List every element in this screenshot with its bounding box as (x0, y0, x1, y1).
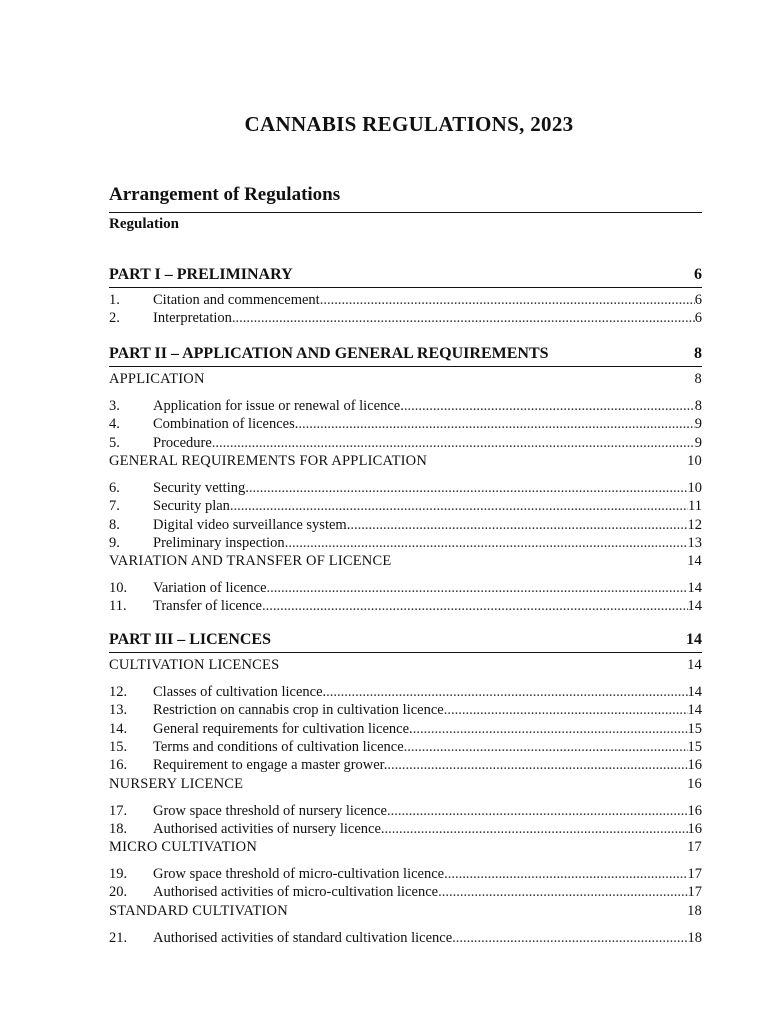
entry-number: 7. (109, 498, 120, 515)
entry-page: 15 (687, 738, 702, 755)
dot-leader (387, 756, 687, 774)
column-label: Regulation (109, 216, 180, 232)
entry-page: 13 (687, 534, 702, 551)
entry-title: Preliminary inspection (153, 534, 285, 551)
dot-leader (212, 434, 695, 452)
entry-number: 6. (109, 479, 120, 496)
toc-entry (109, 802, 702, 820)
entry-page: 18 (687, 929, 702, 946)
entry-title: Grow space threshold of micro-cultivation licence (153, 866, 445, 883)
dot-leader (444, 865, 687, 883)
toc-entry (109, 865, 702, 883)
dot-leader (387, 802, 688, 820)
toc-entry (109, 497, 702, 515)
subsection-heading (109, 775, 702, 793)
part-heading (109, 344, 702, 364)
section-heading: Arrangement of Regulations (109, 184, 341, 205)
subsection-heading (109, 552, 702, 570)
entry-number: 18. (109, 820, 128, 837)
entry-page: 14 (687, 580, 702, 597)
entry-title: Classes of cultivation licence. (153, 684, 327, 700)
dot-leader (262, 597, 688, 615)
dot-leader (404, 738, 688, 756)
entry-number: 4. (109, 416, 120, 433)
entry-number: 2. (109, 310, 120, 327)
entry-number: 14. (109, 720, 128, 737)
entry-number: 20. (109, 884, 128, 901)
subsection-heading (109, 370, 702, 388)
toc-entry (109, 397, 702, 415)
subsection-label: MICRO CULTIVATION (109, 839, 258, 856)
entry-title: Combination of licences. (153, 416, 299, 433)
toc-entry (109, 929, 702, 947)
subsection-label: GENERAL REQUIREMENTS FOR APPLICATION (109, 452, 428, 469)
toc-entry (109, 720, 702, 738)
entry-number: 17. (109, 802, 128, 819)
entry-number: 13. (109, 702, 128, 719)
toc-entry (109, 820, 702, 838)
dot-leader (230, 497, 688, 515)
part-label: PART II – APPLICATION AND GENERAL REQUIREMENTS (109, 345, 549, 362)
entry-number: 11. (109, 598, 127, 615)
dot-leader (285, 534, 688, 552)
dot-leader (404, 397, 695, 415)
part-divider (109, 652, 702, 653)
entry-title: Authorised activities of nursery licence. (153, 820, 385, 837)
entry-title: Transfer of licence (153, 598, 262, 615)
part-divider (109, 366, 702, 367)
dot-leader (452, 929, 687, 947)
entry-number: 8. (109, 516, 120, 533)
heading-divider (109, 212, 702, 213)
subsection-page: 18 (687, 902, 702, 919)
entry-page: 14 (687, 598, 702, 615)
toc-entry (109, 309, 702, 327)
entry-number: 15. (109, 738, 128, 755)
entry-page: 12 (687, 516, 702, 533)
toc-entry (109, 479, 702, 497)
subsection-heading (109, 656, 702, 674)
entry-page: 9 (694, 434, 702, 451)
entry-page: 17 (687, 884, 702, 901)
dot-leader (444, 701, 688, 719)
entry-title: Procedure (153, 434, 212, 451)
dot-leader (249, 479, 688, 497)
entry-title: Digital video surveillance system. (153, 516, 351, 533)
entry-page: 8 (694, 398, 702, 414)
entry-title: Interpretation (153, 310, 232, 327)
subsection-label: CULTIVATION LICENCES (109, 657, 280, 673)
entry-title: Variation of licence (153, 580, 267, 597)
entry-number: 5. (109, 434, 120, 451)
part-page: 8 (694, 345, 702, 362)
entry-page: 15 (687, 720, 702, 737)
dot-leader (385, 820, 688, 838)
entry-title: Security plan (153, 498, 230, 515)
subsection-heading (109, 838, 702, 856)
entry-title: Security vetting. (153, 479, 249, 496)
toc-entry (109, 291, 702, 309)
dot-leader (267, 579, 688, 597)
dot-leader (298, 415, 694, 433)
entry-page: 16 (687, 757, 702, 774)
entry-title: Terms and conditions of cultivation licence (153, 738, 404, 755)
entry-number: 12. (109, 684, 128, 700)
dot-leader (326, 683, 687, 701)
toc-entry (109, 534, 702, 552)
toc-entry (109, 516, 702, 534)
entry-page: 17 (687, 866, 702, 883)
entry-title: Restriction on cannabis crop in cultivation licence (153, 702, 444, 719)
subsection-page: 14 (687, 657, 702, 673)
part-label: PART I – PRELIMINARY (109, 266, 293, 283)
part-heading (109, 630, 702, 650)
subsection-heading (109, 452, 702, 470)
part-heading (109, 265, 702, 285)
entry-title: Application for issue or renewal of licence. (153, 398, 404, 414)
subsection-page: 8 (694, 371, 702, 387)
subsection-label: NURSERY LICENCE (109, 775, 244, 792)
entry-page: 6 (694, 310, 702, 327)
entry-title: Citation and commencement (153, 292, 320, 308)
toc-entry (109, 756, 702, 774)
toc-entry (109, 701, 702, 719)
subsection-heading (109, 902, 702, 920)
subsection-page: 14 (687, 553, 702, 570)
entry-title: Requirement to engage a master grower. (153, 757, 388, 774)
entry-page: 10 (687, 479, 702, 496)
toc-entry (109, 597, 702, 615)
subsection-label: STANDARD CULTIVATION (109, 902, 288, 919)
entry-number: 1. (109, 292, 120, 308)
dot-leader (413, 720, 688, 738)
toc-entry (109, 415, 702, 433)
subsection-label: VARIATION AND TRANSFER OF LICENCE (109, 553, 392, 570)
entry-page: 6 (694, 292, 702, 308)
entry-number: 10. (109, 580, 128, 597)
subsection-label: APPLICATION (109, 371, 205, 387)
toc-entry (109, 738, 702, 756)
part-divider (109, 287, 702, 288)
entry-page: 11 (688, 498, 702, 515)
subsection-page: 17 (687, 839, 702, 856)
part-page: 6 (694, 266, 702, 283)
entry-number: 16. (109, 757, 128, 774)
entry-page: 14 (687, 702, 702, 719)
toc-entry (109, 683, 702, 701)
dot-leader (438, 883, 687, 901)
entry-page: 16 (687, 820, 702, 837)
dot-leader (320, 291, 695, 309)
dot-leader (232, 309, 695, 327)
entry-page: 16 (687, 802, 702, 819)
subsection-page: 16 (687, 775, 702, 792)
toc-entry (109, 434, 702, 452)
subsection-page: 10 (687, 452, 702, 469)
dot-leader (350, 516, 687, 534)
document-title: CANNABIS REGULATIONS, 2023 (244, 112, 574, 136)
entry-title: Grow space threshold of nursery licence (153, 802, 387, 819)
part-page: 14 (686, 631, 702, 648)
entry-number: 9. (109, 534, 120, 551)
entry-number: 3. (109, 398, 120, 414)
toc-entry (109, 883, 702, 901)
entry-title: General requirements for cultivation licence. (153, 720, 413, 737)
entry-number: 21. (109, 929, 128, 946)
entry-title: Authorised activities of standard cultivation licence (153, 929, 453, 946)
part-label: PART III – LICENCES (109, 631, 271, 648)
entry-page: 14 (687, 684, 702, 700)
toc-entry (109, 579, 702, 597)
entry-page: 9 (694, 416, 702, 433)
entry-number: 19. (109, 866, 128, 883)
entry-title: Authorised activities of micro-cultivation licence (153, 884, 439, 901)
